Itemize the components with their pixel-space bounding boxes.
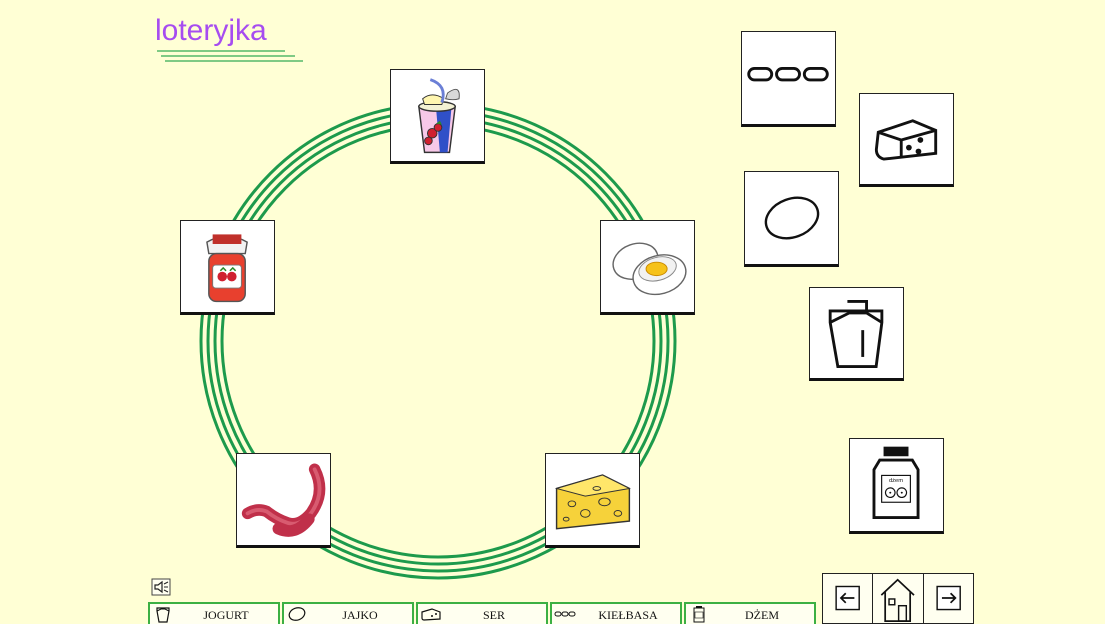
yogurt-cup-icon	[152, 605, 174, 623]
word-dzem[interactable]	[684, 602, 816, 624]
speaker-icon[interactable]	[151, 578, 171, 596]
word-kielbasa[interactable]	[550, 602, 682, 624]
dzem-card[interactable]	[180, 220, 275, 315]
jam-jar-icon	[688, 605, 710, 623]
cheese-wedge-picture	[546, 454, 639, 545]
egg-symbol	[745, 172, 838, 264]
kielbasa-symbol[interactable]	[741, 31, 836, 127]
jam-jar-symbol	[850, 439, 943, 531]
word-bar	[148, 602, 818, 624]
word-label: DŻEM	[745, 608, 779, 622]
home-icon	[873, 574, 922, 623]
arrow-left-icon	[823, 574, 872, 623]
word-jogurt[interactable]	[148, 602, 280, 624]
jajko-symbol[interactable]	[744, 171, 839, 267]
sausage-links-symbol	[742, 32, 835, 124]
next-button[interactable]	[924, 574, 973, 623]
cheese-symbol	[860, 94, 953, 184]
egg-icon	[286, 605, 308, 623]
yogurt-cup-symbol	[810, 288, 903, 378]
word-label: SER	[482, 608, 505, 622]
word-label: JAJKO	[342, 608, 378, 622]
navigation-bar	[822, 573, 974, 624]
word-label: KIEŁBASA	[598, 608, 658, 622]
sausage-picture	[237, 454, 330, 545]
kielbasa-card[interactable]	[236, 453, 331, 548]
word-label: JOGURT	[203, 608, 249, 622]
word-jajko[interactable]	[282, 602, 414, 624]
jar-label: dżem	[888, 478, 904, 485]
jajko-card[interactable]	[600, 220, 695, 315]
sausage-links-icon	[554, 605, 576, 623]
back-button[interactable]	[823, 574, 873, 623]
ser-symbol[interactable]	[859, 93, 954, 187]
dzem-symbol[interactable]	[849, 438, 944, 534]
yogurt-cup-picture	[391, 70, 484, 161]
arrow-right-icon	[924, 574, 973, 623]
cheese-icon	[420, 605, 442, 623]
jogurt-card[interactable]	[390, 69, 485, 164]
home-button[interactable]	[873, 574, 923, 623]
jam-jar-picture	[181, 221, 274, 312]
jogurt-symbol[interactable]	[809, 287, 904, 381]
boiled-eggs-picture	[601, 221, 694, 312]
word-ser[interactable]	[416, 602, 548, 624]
ser-card[interactable]	[545, 453, 640, 548]
page-title: loteryjka	[155, 14, 267, 47]
